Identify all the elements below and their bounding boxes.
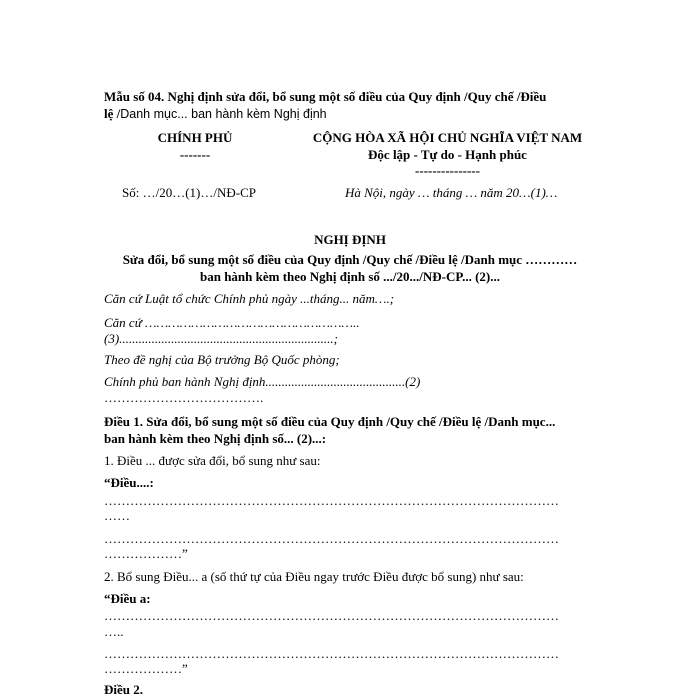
issuer-name: CHÍNH PHỦ bbox=[157, 130, 233, 145]
document-type: NGHỊ ĐỊNH bbox=[314, 232, 386, 247]
clause1-quote-head: “Điều....: bbox=[104, 475, 154, 490]
subject-line2: ban hành kèm theo Nghị định số .../20.../NĐ-CP... (2)... bbox=[199, 269, 501, 284]
basis-law: Căn cứ Luật tổ chức Chính phủ ngày ...tháng... năm….; bbox=[104, 291, 395, 306]
clause1-dots-1: …………………………………………………………………………………………… bbox=[104, 493, 559, 508]
issuer-dashes: ------- bbox=[179, 147, 211, 162]
clause1-dots-4: ………………” bbox=[104, 546, 188, 561]
form-title-bold: Mẫu số 04. Nghị định sửa đổi, bổ sung một số điều của Quy định /Quy chế /Điều bbox=[104, 89, 547, 104]
country-name: CỘNG HÒA XÃ HỘI CHỦ NGHĨA VIỆT NAM bbox=[312, 130, 583, 145]
article1-heading-line2: ban hành kèm theo Nghị định số... (2)...: bbox=[104, 431, 327, 446]
basis-promulgation-cont: ………………………………. bbox=[104, 390, 264, 405]
form-title-line1 bbox=[104, 89, 546, 105]
clause1-dots-2: …… bbox=[104, 508, 130, 523]
motto-dashes: --------------- bbox=[415, 163, 480, 178]
form-title-line2-rest: Danh mục... ban hành kèm Nghị định bbox=[120, 107, 327, 121]
clause2-dots-4: ………………” bbox=[104, 661, 188, 676]
clause2-quote-head: “Điều a: bbox=[104, 591, 151, 606]
document-number: Số: …/20…(1)…/NĐ-CP bbox=[122, 185, 256, 200]
form-title-line2 bbox=[104, 106, 327, 122]
basis-proposal: Theo đề nghị của Bộ trưởng Bộ Quốc phòng; bbox=[104, 352, 340, 367]
national-motto: Độc lập - Tự do - Hạnh phúc bbox=[368, 147, 527, 162]
clause1-dots-3: …………………………………………………………………………………………… bbox=[104, 531, 559, 546]
subject-line1: Sửa đổi, bổ sung một số điều của Quy định /Quy chế /Điều lệ /Danh mục ………… bbox=[122, 252, 578, 267]
place-date: Hà Nội, ngày … tháng … năm 20…(1)… bbox=[345, 185, 558, 200]
clause2-dots-3: …………………………………………………………………………………………… bbox=[104, 646, 559, 661]
basis-promulgation: Chính phủ ban hành Nghị định...........................................(2) bbox=[104, 374, 421, 389]
basis-other-cont: (3)..................................................................; bbox=[104, 331, 338, 346]
article2-heading: Điều 2. bbox=[104, 682, 143, 697]
clause2-dots-1: …………………………………………………………………………………………… bbox=[104, 608, 559, 623]
clause1-text: 1. Điều ... được sửa đổi, bổ sung như sau: bbox=[104, 453, 321, 468]
form-title-line2-bold: lệ / bbox=[104, 106, 121, 121]
article1-heading-line1: Điều 1. Sửa đổi, bổ sung một số điều của Quy định /Quy chế /Điều lệ /Danh mục... bbox=[104, 414, 556, 429]
basis-other: Căn cứ ……………………………………………….. bbox=[104, 315, 360, 330]
clause2-text: 2. Bổ sung Điều... a (số thứ tự của Điều ngay trước Điều được bổ sung) như sau: bbox=[104, 569, 524, 584]
clause2-dots-2: ….. bbox=[104, 624, 124, 639]
